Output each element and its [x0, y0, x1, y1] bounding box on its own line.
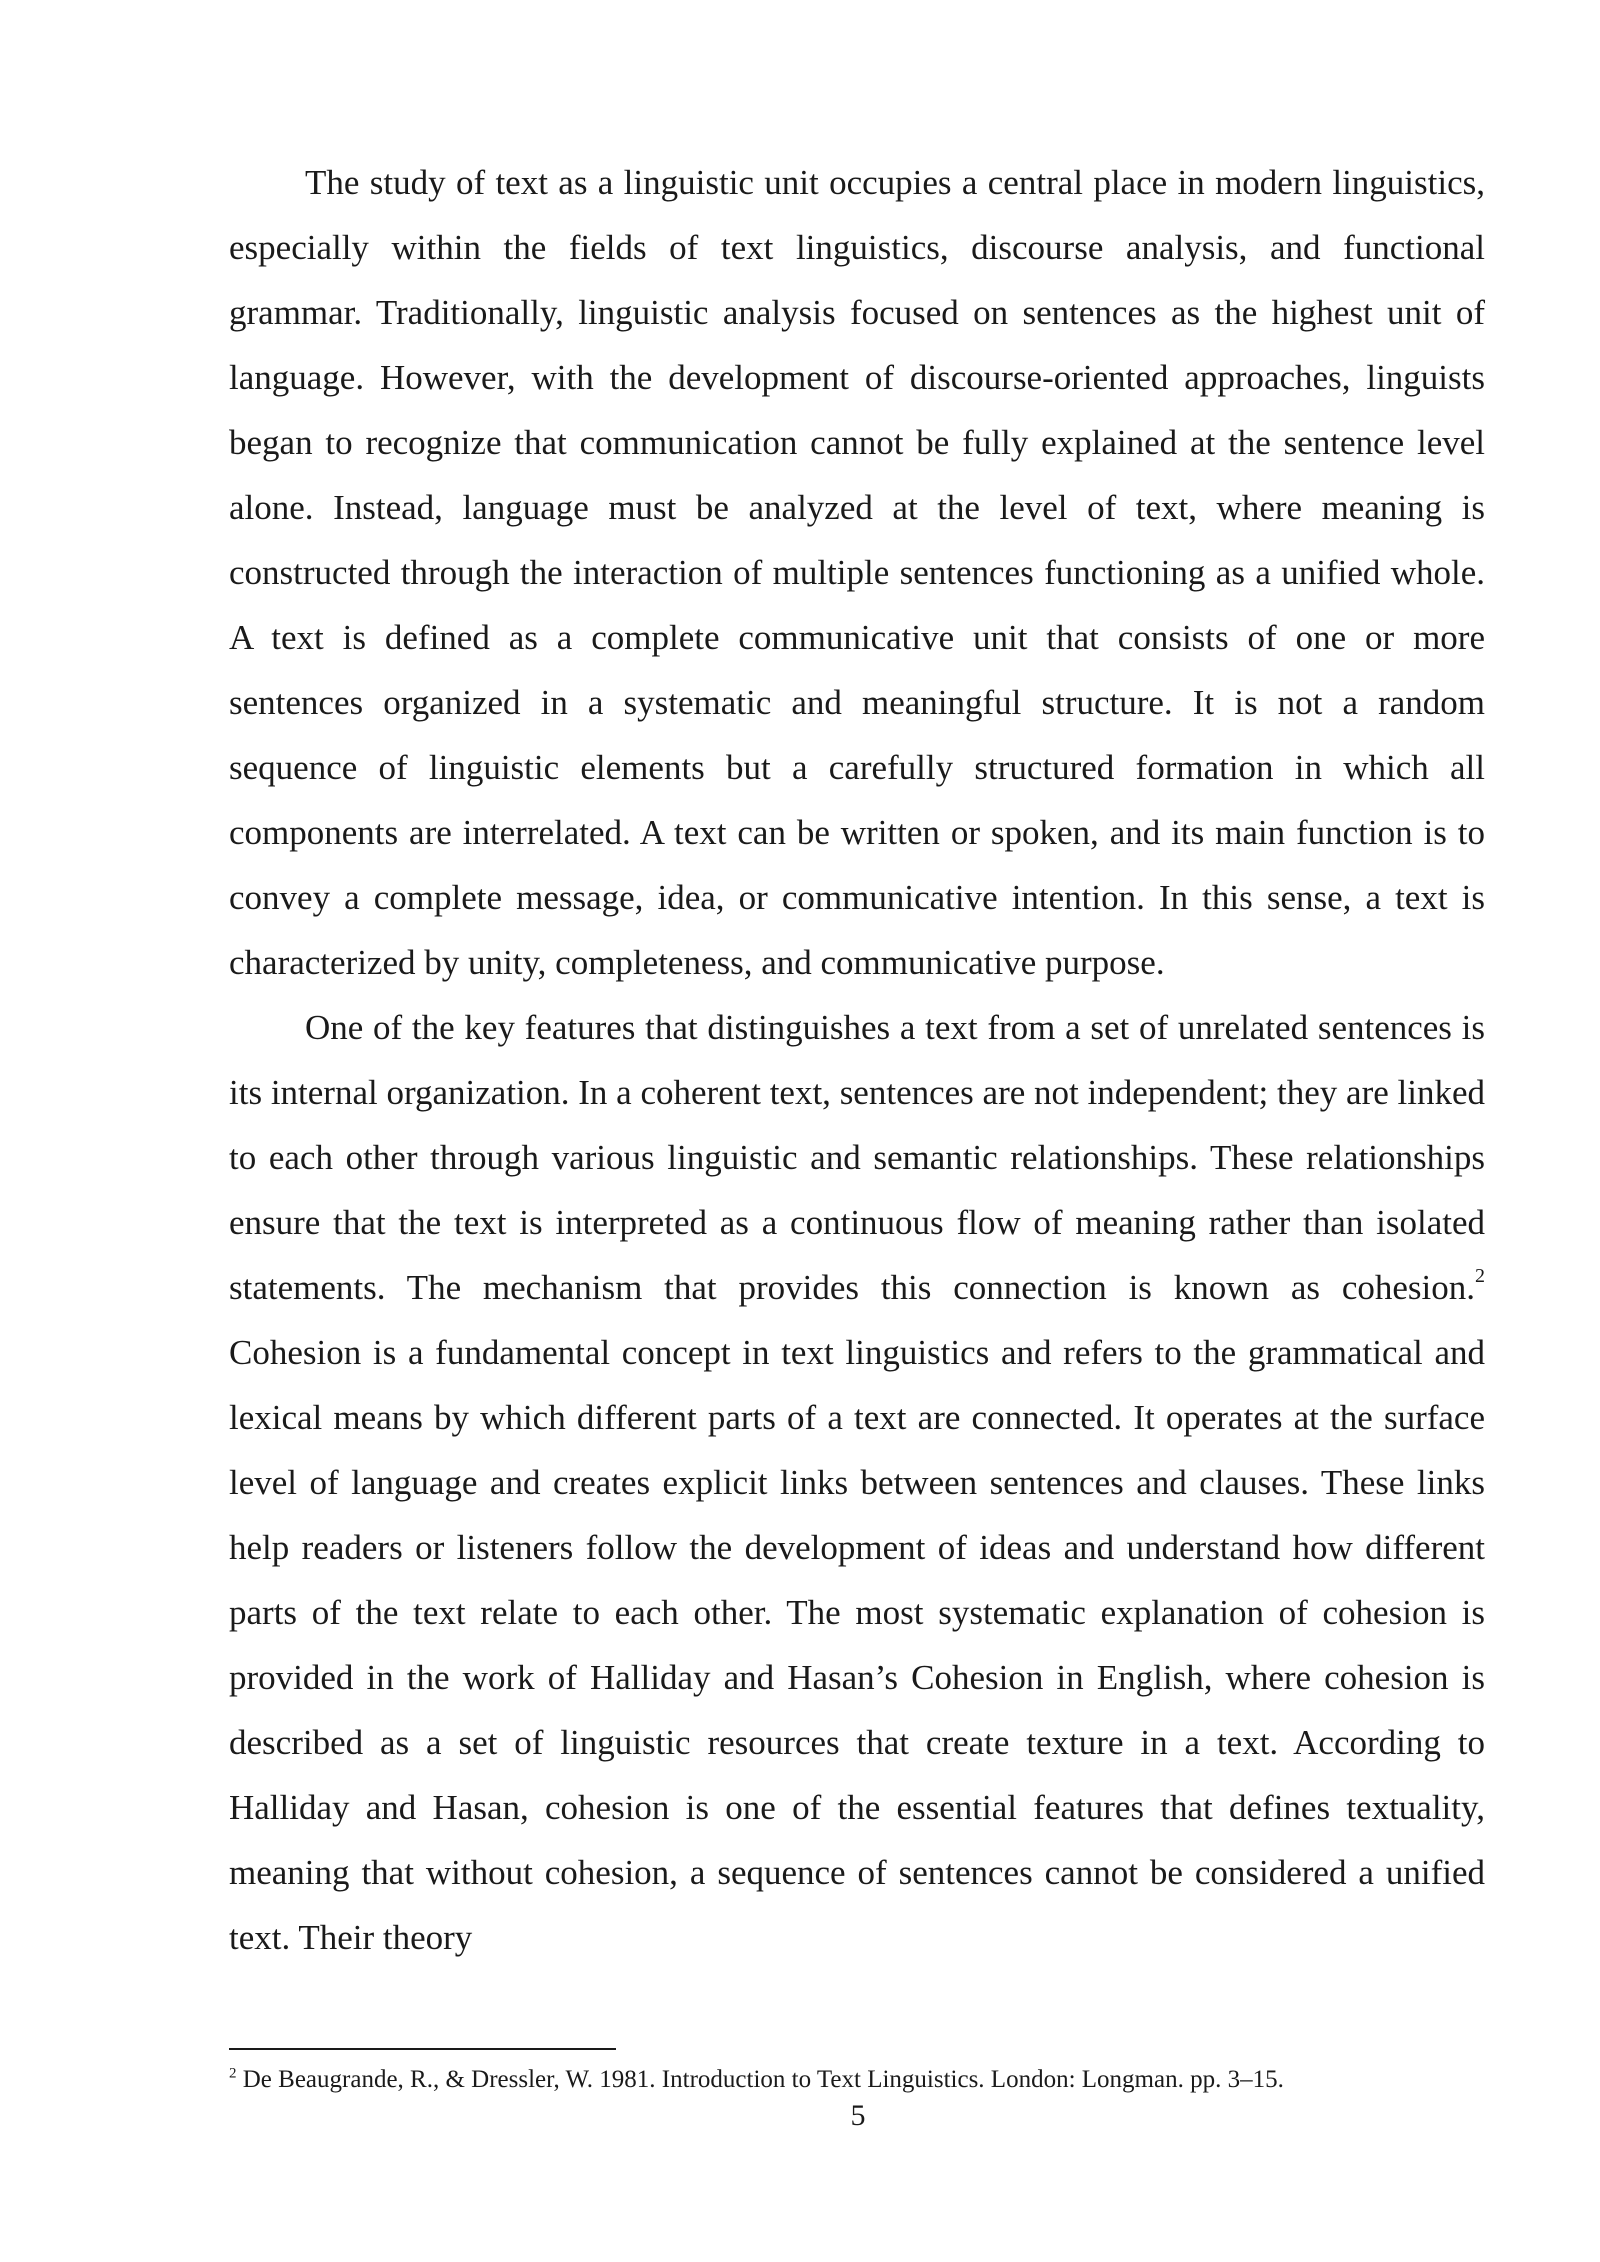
page-number: 5: [850, 2099, 866, 2132]
body-text: [229, 150, 1485, 1970]
paragraph-2-text-before-note: One of the key features that distinguishes a text from a set of unrelated sentences is its internal organization. In a coherent text, sentences are not independent; they are linked to each other through various linguistic and semantic relationships. These relationships ensure that the text is interpreted as a continuous flow of meaning rather than isolated statements. The mechanism that provides this connection is known as cohesion.: [229, 1008, 1485, 1307]
footnote-text: De Beaugrande, R., & Dressler, W. 1981. Introduction to Text Linguistics. London: Longman. pp. 3–15.: [236, 2066, 1284, 2093]
paragraph-2: [229, 995, 1485, 1970]
paragraph-1: The study of text as a linguistic unit occupies a central place in modern linguistics, especially within the fields of text linguistics, discourse analysis, and functional grammar. Traditionally, linguistic analysis focused on sentences as the highest unit of language. However, with the development of discourse-oriented approaches, linguists began to recognize that communication cannot be fully explained at the sentence level alone. Instead, language must be analyzed at the level of text, where meaning is constructed through the interaction of multiple sentences functioning as a unified whole. A text is defined as a complete communicative unit that consists of one or more sentences organized in a systematic and meaningful structure. It is not a random sequence of linguistic elements but a carefully structured formation in which all components are interrelated. A text can be written or spoken, and its main function is to convey a complete message, idea, or communicative intention. In this sense, a text is characterized by unity, completeness, and communicative purpose.: [229, 163, 1485, 982]
footnote-marker: 2: [229, 2065, 237, 2082]
footnote: [229, 2064, 1485, 2096]
paragraph-2-text-after-note: Cohesion is a fundamental concept in text linguistics and refers to the grammatical and lexical means by which different parts of a text are connected. It operates at the surface level of language and creates explicit links between sentences and clauses. These links help readers or listeners follow the development of ideas and understand how different parts of the text relate to each other. The most systematic explanation of cohesion is provided in the work of Halliday and Hasan’s Cohesion in English, where cohesion is described as a set of linguistic resources that create texture in a text. According to Halliday and Hasan, cohesion is one of the essential features that defines textuality, meaning that without cohesion, a sequence of sentences cannot be considered a unified text. Their theory: [229, 1333, 1485, 1957]
footnote-reference[interactable]: 2: [1475, 1265, 1485, 1288]
footnote-separator: [229, 2048, 616, 2050]
